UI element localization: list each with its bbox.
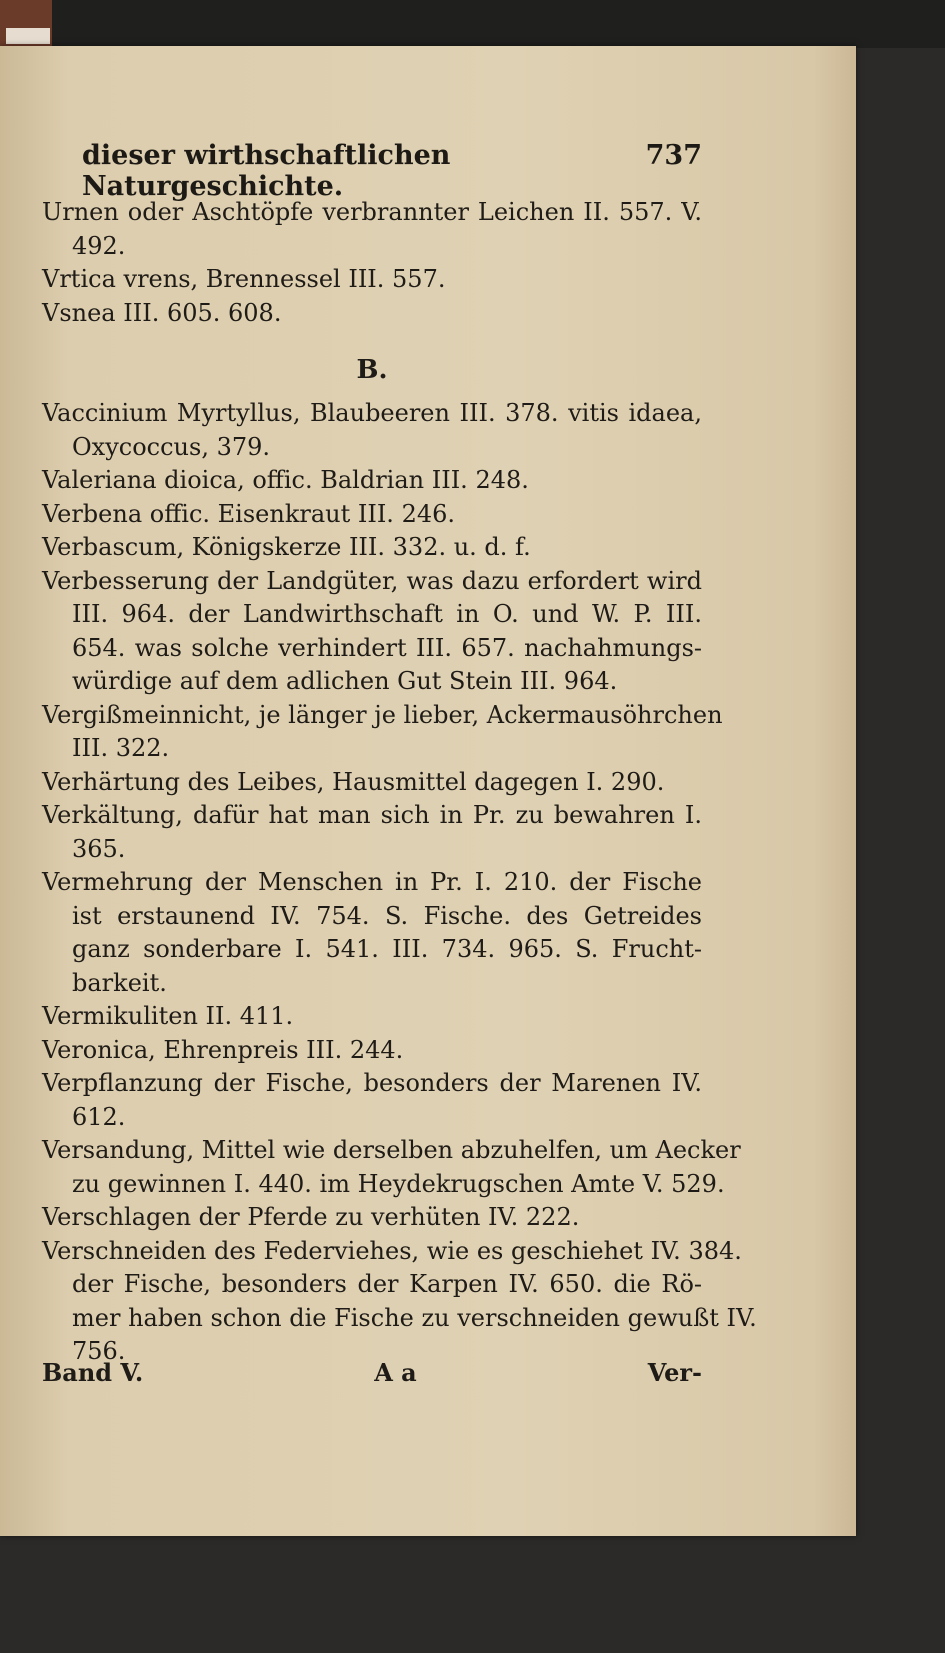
volume-label: Band V. [42,1358,144,1387]
entry-line: ist erstaunend IV. 754. S. Fische. des Getreides [72,901,702,930]
entry-line: Verkältung, dafür hat man sich in Pr. zu bewahren I. [42,801,702,829]
running-header [82,140,702,202]
index-entry [42,1067,702,1134]
entry-line: Veronica, Ehrenpreis III. 244. [42,1035,404,1064]
running-title: dieser wirthschaftlichen Naturgeschichte. [82,140,451,202]
index-entry [42,397,702,464]
index-entry [42,1034,702,1068]
entry-line: Verbascum, Königskerze III. 332. u. d. f. [42,533,531,561]
entry-line: würdige auf dem adlichen Gut Stein III. 964. [72,667,618,695]
entry-line: Oxycoccus, 379. [72,432,271,461]
entry-line: mer haben schon die Fische zu verschneiden gewußt IV. [72,1303,757,1332]
index-entry [42,1000,702,1034]
entry-line: Urnen oder Aschtöpfe verbrannter Leichen II. 557. V. [42,198,702,226]
catchword: Ver- [647,1358,702,1387]
index-entry [42,699,723,766]
entry-line: Verschneiden des Federviehes, wie es geschiehet IV. 384. [42,1236,742,1265]
entry-line: 612. [72,1102,126,1131]
entry-line: Vaccinium Myrtyllus, Blaubeeren III. 378. vitis idaea, [42,399,702,427]
page-footer [42,1358,702,1387]
entry-line: III. 964. der Landwirthschaft in O. und W. P. III. [72,600,702,628]
entry-line: Verhärtung des Leibes, Hausmittel dagegen I. 290. [42,767,665,796]
entry-line: Vsnea III. 605. 608. [42,298,282,327]
entry-line: Versandung, Mittel wie derselben abzuhelfen, um Aecker [42,1136,741,1164]
entry-line: 654. was solche verhindert III. 657. nachahmungs- [72,633,702,662]
index-entry [42,766,702,800]
entry-line: Vermehrung der Menschen in Pr. I. 210. der Fische [42,868,702,896]
signature-mark: A a [374,1358,417,1387]
index-entry [42,1201,702,1235]
index-entry [42,531,702,565]
entry-line: Verbesserung der Landgüter, was dazu erfordert wird [42,566,702,595]
entry-line: Valeriana dioica, offic. Baldrian III. 248. [42,466,529,494]
entry-line: ganz sonderbare I. 541. III. 734. 965. S. Frucht- [72,935,702,963]
index-entry [42,263,702,297]
entry-line: Verbena offic. Eisenkraut III. 246. [42,499,456,528]
index-entry [42,1235,757,1369]
entry-line: der Fische, besonders der Karpen IV. 650. die Rö- [72,1270,702,1298]
index-entry [42,866,702,1000]
index-entry [42,799,702,866]
index-entries [42,196,757,1369]
index-entry [42,464,702,498]
entry-line: Vrtica vrens, Brennessel III. 557. [42,265,446,293]
entry-line: Verschlagen der Pferde zu verhüten IV. 222. [42,1203,580,1231]
entry-line: 365. [72,834,126,863]
index-entry [42,196,702,263]
scan-background [50,0,945,48]
bookmark-label [6,28,50,44]
entry-line: III. 322. [72,734,170,762]
entry-line: zu gewinnen I. 440. im Heydekrugschen Amte V. 529. [72,1169,725,1198]
entry-line: Vergißmeinnicht, je länger je lieber, Ackermausöhrchen [42,700,723,729]
entry-line: Vermikuliten II. 411. [42,1002,294,1030]
index-entry [42,565,702,699]
entry-line: 492. [72,231,126,260]
entry-line: Verpflanzung der Fische, besonders der Marenen IV. [42,1069,702,1097]
index-entry [42,1134,741,1201]
section-letter: B. [356,355,388,385]
index-entry [42,297,702,331]
entry-line: barkeit. [72,968,167,997]
index-entry [42,498,702,532]
page-number: 737 [645,140,702,171]
entry-line: 756. [72,1337,126,1365]
